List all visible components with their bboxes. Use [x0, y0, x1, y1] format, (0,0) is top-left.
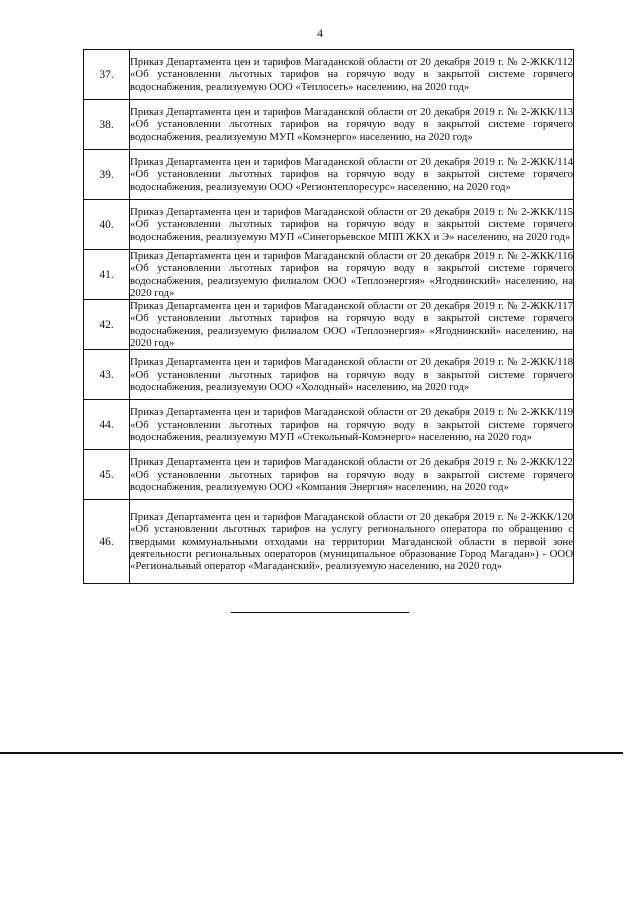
row-text: Приказ Департамента цен и тарифов Магаданской области от 20 декабря 2019 г. № 2-ЖКК/117 «Об установлении льготных тарифов на горячую воду в закрытой системе горячего водоснабжения, реализуемую филиалом ООО «Теплоэнергия» «Ягоднинский» населению, на 2020 год» [130, 300, 573, 350]
table-row [84, 450, 574, 500]
row-number: 38. [84, 100, 130, 150]
row-number: 42. [84, 300, 130, 350]
table-row [84, 100, 574, 150]
table-row [84, 50, 574, 100]
end-of-list-rule [231, 612, 409, 613]
row-text: Приказ Департамента цен и тарифов Магаданской области от 20 декабря 2019 г. № 2-ЖКК/114 «Об установлении льготных тарифов на горячую воду в закрытой системе горячего водоснабжения, реализуемую ООО «Регионтеплоресурс» населению, на 2020 год» [130, 150, 574, 200]
row-number: 43. [84, 350, 130, 400]
table-row [84, 400, 574, 450]
row-text: Приказ Департамента цен и тарифов Магаданской области от 20 декабря 2019 г. № 2-ЖКК/119 «Об установлении льготных тарифов на горячую воду в закрытой системе горячего водоснабжения, реализуемую МУП «Стекольный-Комэнерго» населению, на 2020 год» [130, 400, 574, 450]
page-number: 4 [317, 26, 323, 40]
table-row [84, 200, 574, 250]
table-row [84, 300, 574, 350]
table-row [84, 350, 574, 400]
row-number: 45. [84, 450, 130, 500]
footer-divider [0, 752, 623, 754]
row-number: 37. [84, 50, 130, 100]
row-number: 39. [84, 150, 130, 200]
row-number: 41. [84, 250, 130, 300]
table-row [84, 250, 574, 300]
row-text: Приказ Департамента цен и тарифов Магаданской области от 20 декабря 2019 г. № 2-ЖКК/115 «Об установлении льготных тарифов на горячую воду в закрытой системе горячего водоснабжения, реализуемую МУП «Синегорьевское МПП ЖКХ и Э» населению, на 2020 год» [130, 200, 574, 250]
row-number: 40. [84, 200, 130, 250]
row-text: Приказ Департамента цен и тарифов Магаданской области от 20 декабря 2019 г. № 2-ЖКК/113 «Об установлении льготных тарифов на горячую воду в закрытой системе горячего водоснабжения, реализуемую МУП «Комэнерго» населению, на 2020 год» [130, 100, 574, 150]
table-row [84, 500, 574, 584]
row-text: Приказ Департамента цен и тарифов Магаданской области от 26 декабря 2019 г. № 2-ЖКК/122 «Об установлении льготных тарифов на горячую воду в закрытой системе горячего водоснабжения, реализуемую ООО «Компания Энергия» населению, на 2020 год» [130, 450, 574, 500]
row-text: Приказ Департамента цен и тарифов Магаданской области от 20 декабря 2019 г. № 2-ЖКК/120 «Об установлении льготных тарифов на услугу регионального оператора по обращению с твердыми коммунальными отходами на территории Магаданской области в первой зоне деятельности региональных операторов (муниципальное образование Город Магадан») - ООО «Региональный оператор «Магаданский», реализуемую населению, на 2020 год» [130, 500, 574, 584]
row-number: 44. [84, 400, 130, 450]
row-text: Приказ Департамента цен и тарифов Магаданской области от 20 декабря 2019 г. № 2-ЖКК/118 «Об установлении льготных тарифов на горячую воду в закрытой системе горячего водоснабжения, реализуемую ООО «Холодный» населению, на 2020 год» [130, 350, 574, 400]
resolutions-table [83, 49, 574, 584]
row-text: Приказ Департамента цен и тарифов Магаданской области от 20 декабря 2019 г. № 2-ЖКК/112 «Об установлении льготных тарифов на горячую воду в закрытой системе горячего водоснабжения, реализуемую ООО «Теплосеть» населению, на 2020 год» [130, 50, 574, 100]
table-row [84, 150, 574, 200]
row-number: 46. [84, 500, 130, 584]
row-text: Приказ Департамента цен и тарифов Магаданской области от 20 декабря 2019 г. № 2-ЖКК/116 «Об установлении льготных тарифов на горячую воду в закрытой системе горячего водоснабжения, реализуемую филиалом ООО «Теплоэнергия» «Ягоднинский» населению, на 2020 год» [130, 250, 573, 299]
